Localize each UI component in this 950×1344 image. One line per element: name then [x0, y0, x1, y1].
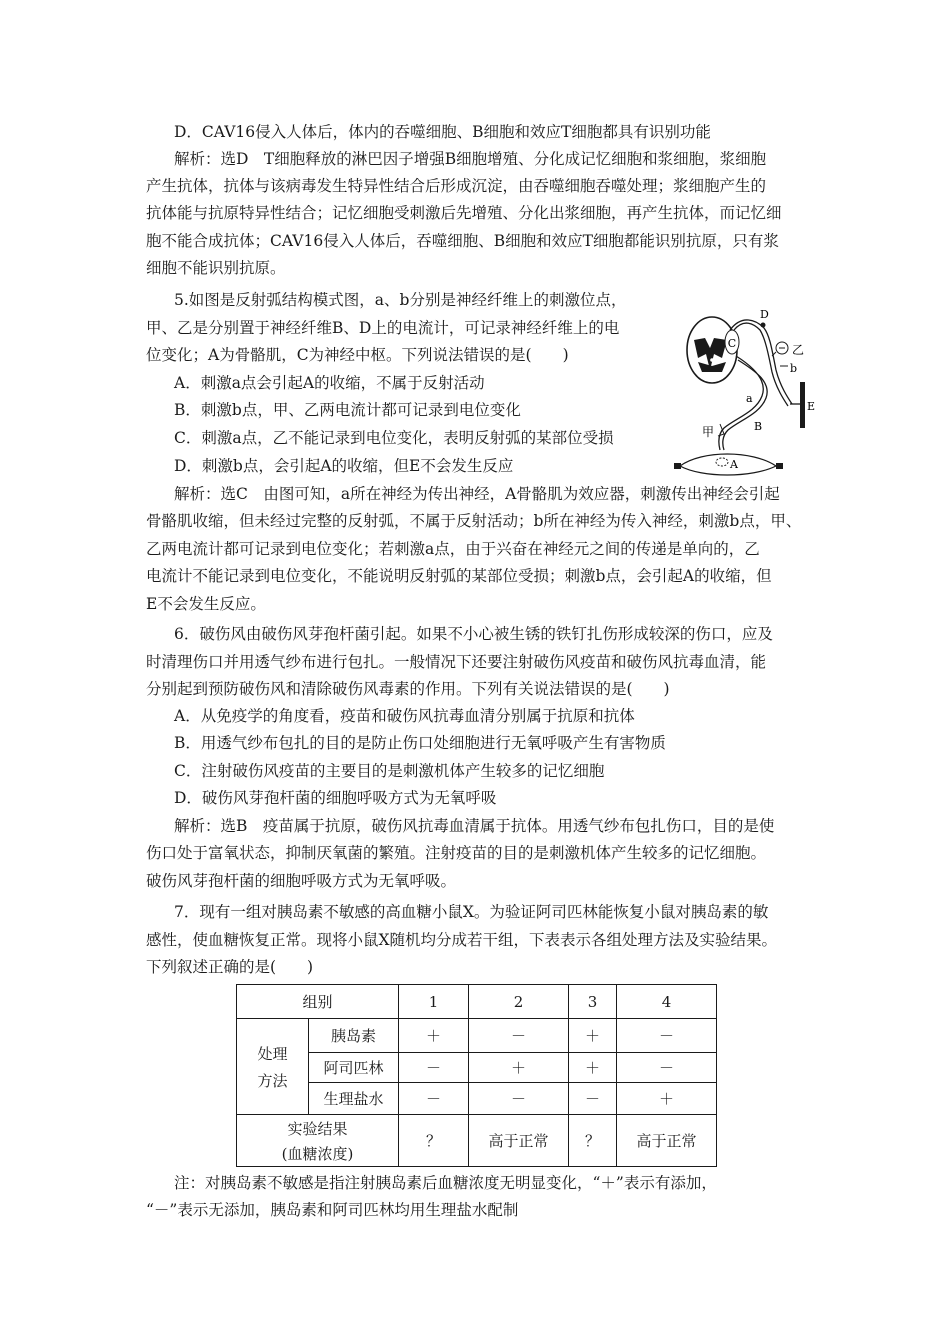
label-B: B	[754, 420, 763, 433]
q6-analysis-line: 破伤风芽孢杆菌的细胞呼吸方式为无氧呼吸。	[146, 872, 457, 890]
group-number: 1	[399, 985, 469, 1019]
q5-analysis-line: 乙两电流计都可记录到电位变化；若刺激a点，由于兴奋在神经元之间的传递是单向的，乙	[146, 540, 760, 558]
treatment-label: 处理 方法	[237, 1019, 309, 1115]
reflex-arc-diagram	[672, 300, 822, 480]
q6-option-c: C．注射破伤风疫苗的主要目的是刺激机体产生较多的记忆细胞	[174, 762, 605, 780]
row-name: 阿司匹林	[309, 1053, 399, 1083]
q7-note-line: “－”表示无添加，胰岛素和阿司匹林均用生理盐水配制	[146, 1201, 519, 1219]
q5-stem-line: 甲、乙是分别置于神经纤维B、D上的电流计，可记录神经纤维上的电	[146, 319, 620, 337]
q5-stem-line: 位变化；A为骨骼肌，C为神经中枢。下列说法错误的是( )	[146, 346, 569, 364]
experiment-table	[236, 984, 717, 1167]
table-cell: －	[469, 1019, 569, 1053]
label-yi: 乙	[792, 343, 805, 357]
label-D: D	[760, 308, 769, 321]
table-cell: ＋	[617, 1083, 717, 1115]
q4-analysis-line: 胞不能合成抗体；CAV16侵入人体后，吞噬细胞、B细胞和效应T细胞都能识别抗原，只有浆	[146, 232, 779, 250]
q5-option-c: C．刺激a点，乙不能记录到电位变化，表明反射弧的某部位受损	[174, 429, 614, 447]
row-name: 胰岛素	[309, 1019, 399, 1053]
q5-stem-line: 5.如图是反射弧结构模式图，a、b分别是神经纤维上的刺激位点，	[174, 291, 627, 309]
q6-stem-line: 6．破伤风由破伤风芽孢杆菌引起。如果不小心被生锈的铁钉扎伤形成较深的伤口，应及	[174, 625, 773, 643]
table-row	[237, 1019, 717, 1053]
q7-note-line: 注：对胰岛素不敏感是指注射胰岛素后血糖浓度无明显变化，“＋”表示有添加，	[174, 1174, 717, 1192]
table-row	[237, 1083, 717, 1115]
table-result-row	[237, 1115, 717, 1167]
result-cell: 高于正常	[469, 1115, 569, 1167]
q4-analysis-line: 细胞不能识别抗原。	[146, 259, 286, 277]
label-b: b	[790, 362, 798, 375]
table-cell: ＋	[569, 1019, 617, 1053]
q5-option-a: A．刺激a点会引起A的收缩，不属于反射活动	[174, 374, 485, 392]
q5-analysis-line: 电流计不能记录到电位变化，不能说明反射弧的某部位受损；刺激b点，会引起A的收缩，但	[146, 567, 772, 585]
result-cell: 高于正常	[617, 1115, 717, 1167]
q4-analysis-line: 产生抗体，抗体与该病毒发生特异性结合后形成沉淀，由吞噬细胞吞噬处理；浆细胞产生的	[146, 177, 767, 195]
table-header-row	[237, 985, 717, 1019]
result-label: 实验结果 (血糖浓度)	[237, 1115, 399, 1167]
label-A: A	[730, 458, 738, 471]
q7-stem-line: 下列叙述正确的是( )	[146, 958, 314, 976]
q6-stem-line: 时清理伤口并用透气纱布进行包扎。一般情况下还要注射破伤风疫苗和破伤风抗毒血清，能	[146, 653, 767, 671]
label-C: C	[727, 337, 737, 350]
q4-analysis-line: 抗体能与抗原特异性结合；记忆细胞受刺激后先增殖、分化出浆细胞，再产生抗体，而记忆细	[146, 204, 782, 222]
q5-analysis-line: 解析：选C 由图可知，a所在神经为传出神经，A骨骼肌为效应器，刺激传出神经会引起	[174, 485, 780, 503]
q5-analysis-line: E不会发生反应。	[146, 595, 266, 613]
table-cell: －	[569, 1083, 617, 1115]
label-E: E	[807, 400, 816, 413]
q4-analysis-line: 解析：选D T细胞释放的淋巴因子增强B细胞增殖、分化成记忆细胞和浆细胞，浆细胞	[174, 150, 767, 168]
result-cell: ？	[399, 1115, 469, 1167]
table-cell: －	[469, 1083, 569, 1115]
table-row	[237, 1053, 717, 1083]
result-cell: ？	[569, 1115, 617, 1167]
q4-option-d: D．CAV16侵入人体后，体内的吞噬细胞、B细胞和效应T细胞都具有识别功能	[174, 123, 711, 141]
q6-analysis-line: 伤口处于富氧状态，抑制厌氧菌的繁殖。注射疫苗的目的是刺激机体产生较多的记忆细胞。	[146, 844, 767, 862]
table-cell: －	[399, 1053, 469, 1083]
q6-option-b: B．用透气纱布包扎的目的是防止伤口处细胞进行无氧呼吸产生有害物质	[174, 734, 666, 752]
table-cell: －	[399, 1083, 469, 1115]
q5-option-b: B．刺激b点，甲、乙两电流计都可记录到电位变化	[174, 401, 521, 419]
group-number: 3	[569, 985, 617, 1019]
label-a: a	[746, 392, 753, 405]
group-number: 4	[617, 985, 717, 1019]
q6-analysis-line: 解析：选B 疫苗属于抗原，破伤风抗毒血清属于抗体。用透气纱布包扎伤口，目的是使	[174, 817, 775, 835]
q6-stem-line: 分别起到预防破伤风和清除破伤风毒素的作用。下列有关说法错误的是( )	[146, 680, 670, 698]
group-label: 组别	[237, 985, 399, 1019]
table-cell: ＋	[469, 1053, 569, 1083]
q6-option-d: D．破伤风芽孢杆菌的细胞呼吸方式为无氧呼吸	[174, 789, 497, 807]
table-cell: ＋	[569, 1053, 617, 1083]
q5-analysis-line: 骨骼肌收缩，但未经过完整的反射弧，不属于反射活动；b所在神经为传入神经，刺激b点，甲、	[146, 512, 802, 530]
table-cell: ＋	[399, 1019, 469, 1053]
q5-option-d: D．刺激b点，会引起A的收缩，但E不会发生反应	[174, 457, 514, 475]
row-name: 生理盐水	[309, 1083, 399, 1115]
label-jia: 甲	[702, 425, 715, 439]
q7-stem-line: 感性，使血糖恢复正常。现将小鼠X随机均分成若干组，下表表示各组处理方法及实验结果。	[146, 931, 778, 949]
table-cell: －	[617, 1019, 717, 1053]
group-number: 2	[469, 985, 569, 1019]
q6-option-a: A．从免疫学的角度看，疫苗和破伤风抗毒血清分别属于抗原和抗体	[174, 707, 635, 725]
table-cell: －	[617, 1053, 717, 1083]
q7-stem-line: 7．现有一组对胰岛素不敏感的高血糖小鼠X。为验证阿司匹林能恢复小鼠对胰岛素的敏	[174, 903, 769, 921]
